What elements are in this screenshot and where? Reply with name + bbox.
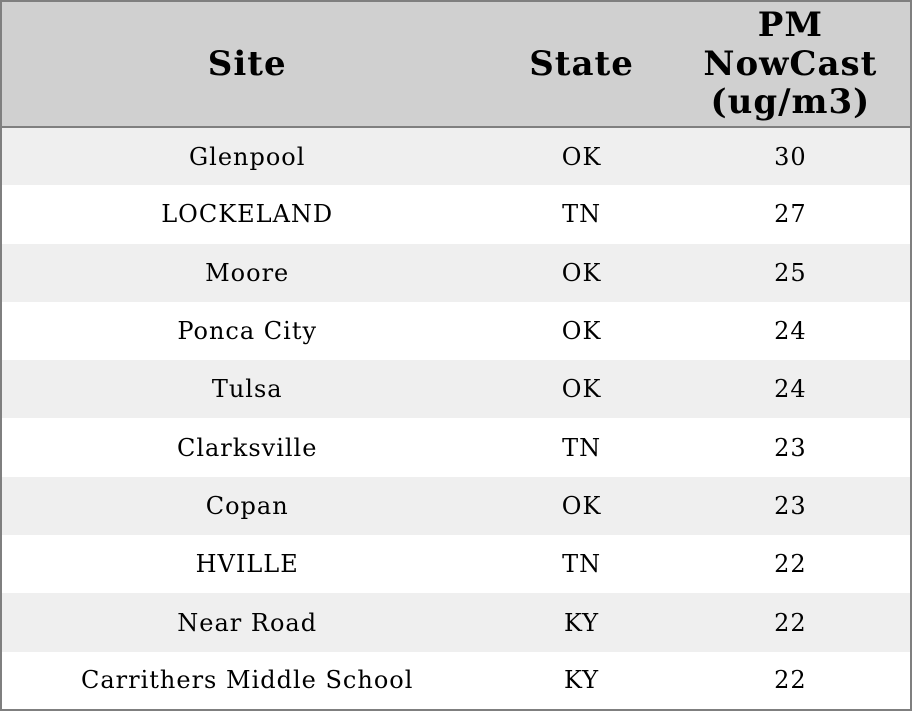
pm-nowcast-value-cell: 25 — [774, 258, 807, 287]
site-cell: Tulsa — [211, 375, 283, 404]
pm-nowcast-value-cell: 24 — [774, 375, 807, 404]
state-cell: KY — [564, 608, 600, 637]
table-row — [1, 477, 911, 535]
column-header-pm-nowcast — [671, 1, 911, 127]
table-body — [1, 127, 911, 710]
site-cell: LOCKELAND — [161, 200, 334, 229]
site-cell: HVILLE — [195, 550, 299, 579]
header-row — [1, 1, 911, 127]
site-cell: Copan — [205, 491, 289, 520]
pm-nowcast-value-cell: 22 — [774, 666, 807, 695]
table-row — [1, 244, 911, 302]
pm-nowcast-value-cell: 22 — [774, 550, 807, 579]
column-header-pm-nowcast-label: PM NowCast (ug/m3) — [703, 4, 878, 123]
site-cell: Glenpool — [188, 142, 306, 171]
table-row — [1, 652, 911, 710]
site-cell: Clarksville — [176, 433, 318, 462]
table-row — [1, 418, 911, 476]
pm-nowcast-value-cell: 27 — [774, 200, 807, 229]
state-cell: TN — [562, 550, 602, 579]
column-header-site-label: Site — [207, 43, 287, 84]
site-cell: Near Road — [177, 608, 318, 637]
table-row — [1, 593, 911, 651]
state-cell: OK — [561, 375, 602, 404]
state-cell: OK — [561, 317, 602, 346]
state-cell: OK — [561, 491, 602, 520]
state-cell: OK — [561, 258, 602, 287]
table-row — [1, 302, 911, 360]
state-cell: OK — [561, 142, 602, 171]
table-row — [1, 360, 911, 418]
site-cell: Ponca City — [177, 317, 318, 346]
pm-nowcast-value-cell: 23 — [774, 433, 807, 462]
pm-nowcast-value-cell: 24 — [774, 317, 807, 346]
column-header-site — [1, 1, 492, 127]
column-header-state-label: State — [529, 43, 634, 84]
pm-nowcast-value-cell: 30 — [774, 142, 807, 171]
site-cell: Carrithers Middle School — [80, 666, 414, 695]
pm-nowcast-value-cell: 23 — [774, 491, 807, 520]
table-row — [1, 535, 911, 593]
state-cell: KY — [564, 666, 600, 695]
column-header-state — [492, 1, 670, 127]
table-row — [1, 127, 911, 185]
site-cell: Moore — [205, 258, 290, 287]
state-cell: TN — [562, 433, 602, 462]
state-cell: TN — [562, 200, 602, 229]
pm-nowcast-value-cell: 22 — [774, 608, 807, 637]
table-row — [1, 185, 911, 243]
table-header — [1, 1, 911, 127]
